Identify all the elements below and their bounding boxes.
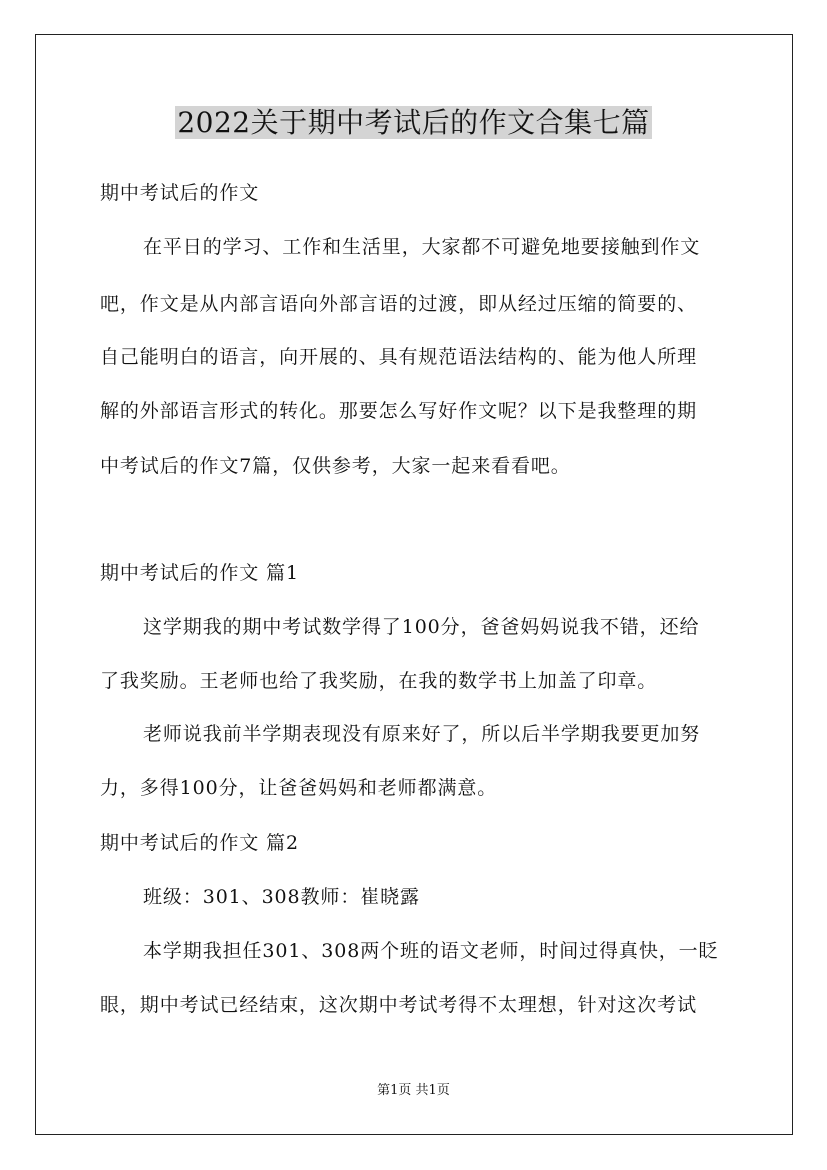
section2-heading: 期中考试后的作文 篇2	[100, 832, 300, 854]
section1-heading: 期中考试后的作文 篇1	[100, 562, 300, 584]
intro-line: 自己能明白的语言，向开展的、具有规范语法结构的、能为他人所理	[100, 346, 698, 368]
intro-heading: 期中考试后的作文	[100, 182, 260, 204]
page-footer: 第1页 共1页	[377, 1083, 450, 1098]
section2-line: 本学期我担任301、308两个班的语文老师，时间过得真快，一眨	[143, 940, 719, 962]
section1-line: 了我奖励。王老师也给了我奖励，在我的数学书上加盖了印章。	[100, 670, 658, 692]
section1-line: 力，多得100分，让爸爸妈妈和老师都满意。	[100, 777, 498, 799]
section2-line: 眼，期中考试已经结束，这次期中考试考得不太理想，针对这次考试	[100, 994, 698, 1016]
document-title-text: 2022关于期中考试后的作文合集七篇	[177, 106, 650, 139]
intro-line: 在平日的学习、工作和生活里，大家都不可避免地要接触到作文	[143, 236, 701, 258]
document-title	[0, 104, 827, 142]
section1-line: 老师说我前半学期表现没有原来好了，所以后半学期我要更加努	[143, 723, 701, 745]
intro-line: 解的外部语言形式的转化。那要怎么写好作文呢？以下是我整理的期	[100, 400, 698, 422]
intro-line: 中考试后的作文7篇，仅供参考，大家一起来看看吧。	[100, 455, 571, 477]
section1-line: 这学期我的期中考试数学得了100分，爸爸妈妈说我不错，还给	[143, 616, 700, 638]
intro-line: 吧，作文是从内部言语向外部言语的过渡，即从经过压缩的简要的、	[100, 293, 698, 315]
section2-line: 班级：301、308教师：崔晓露	[143, 886, 420, 908]
